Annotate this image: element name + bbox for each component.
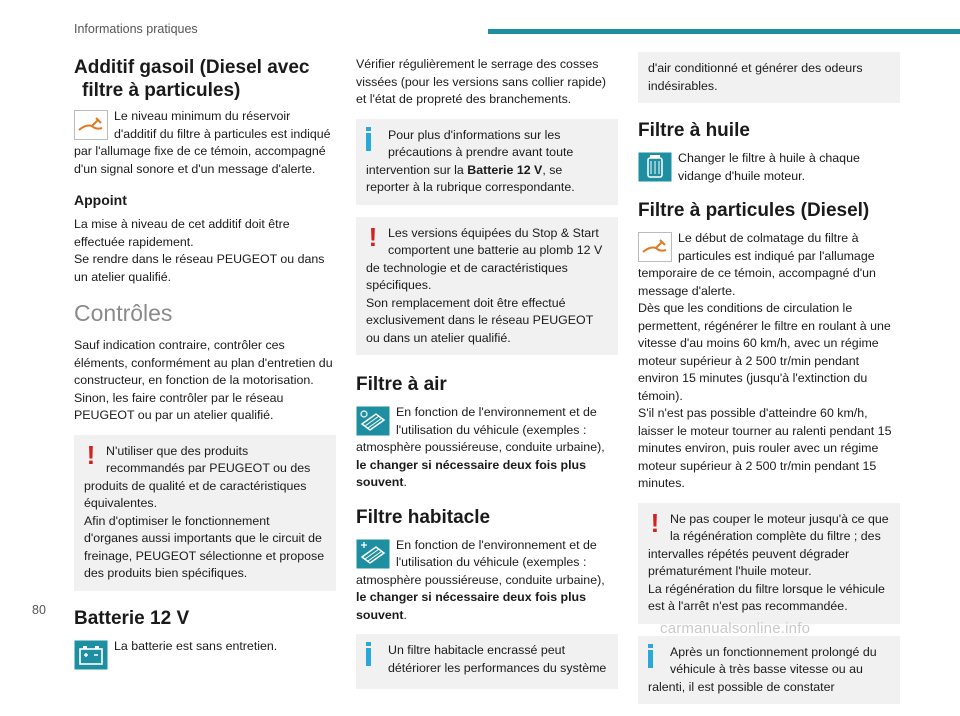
filtre-habitacle-title: Filtre habitacle bbox=[356, 506, 491, 528]
info2-text: Un filtre habitacle encrassé peut détériorer les performances du système bbox=[388, 643, 607, 675]
batterie-paragraph bbox=[74, 638, 336, 656]
exclamation-warning-icon: ! bbox=[650, 507, 660, 538]
appoint-text bbox=[74, 216, 336, 286]
fap-line2: Dès que les conditions de circulation le permettent, régénérer le filtre en roulant à une vitesse d'au moins 60 km/h, avec un régime moteur supérieur à 2 500 tr/min pendant environ 15 minutes (jusqu'à l'extinction du témoin). bbox=[638, 301, 891, 403]
info-bar-icon bbox=[648, 644, 662, 668]
fap-line3: S'il n'est pas possible d'atteindre 60 km/h, laisser le moteur tourner au ralenti pendant 15 minutes environ, puis rouler avec un régime moteur supérieur à 2 500 tr/min pendant 15 minutes. bbox=[638, 406, 892, 490]
exclamation-warning-icon: ! bbox=[368, 221, 378, 252]
appoint-line1: La mise à niveau de cet additif doit être effectuée rapidement. bbox=[74, 217, 290, 249]
fap-title: Filtre à particules (Diesel) bbox=[638, 200, 870, 221]
column-1 bbox=[74, 56, 336, 672]
controles-text: Sauf indication contraire, contrôler ces éléments, conformément au plan d'entretien du constructeur, en fonction de la motorisation. Sinon, les faire contrôler par le réseau PEUGEOT ou par un atelier qualifié. bbox=[74, 338, 333, 422]
column-3 bbox=[638, 56, 900, 716]
info-note-cabin-filter-cont bbox=[638, 52, 900, 103]
verif-text: Vérifier régulièrement le serrage des cosses vissées (pour les versions sans collier rapide) et l'état de propreté des branchements. bbox=[356, 57, 606, 106]
column-2 bbox=[356, 56, 618, 701]
additif-paragraph bbox=[74, 108, 336, 178]
air-filter-icon bbox=[356, 406, 390, 436]
additif-title bbox=[74, 56, 336, 102]
filtre-air-text-bold: le changer si nécessaire deux fois plus souvent bbox=[356, 457, 587, 489]
filtre-air-paragraph bbox=[356, 404, 618, 492]
appoint-title: Appoint bbox=[74, 192, 127, 208]
filtre-air-text-c: . bbox=[403, 475, 407, 489]
filtre-habitacle-text-bold: le changer si nécessaire deux fois plus souvent bbox=[356, 590, 587, 622]
info1-text-c: , se reporter à la rubrique correspondante. bbox=[366, 162, 575, 194]
fap-paragraph bbox=[638, 230, 900, 493]
filtre-air-title: Filtre à air bbox=[356, 374, 447, 395]
warning-note-products bbox=[74, 435, 336, 591]
filtre-habitacle-text-c: . bbox=[403, 607, 407, 622]
watermark: carmanualsonline.info bbox=[660, 620, 811, 637]
warn1-line2: Afin d'optimiser le fonctionnement d'organes aussi importants que le circuit de freinage, PEUGEOT sélectionne et propose des produits bien spécifiques. bbox=[84, 513, 325, 580]
cabin-filter-icon bbox=[356, 539, 390, 569]
warning-note-stop-start bbox=[356, 217, 618, 356]
particle-filter-warning-icon bbox=[638, 232, 672, 262]
filtre-habitacle-text-a: En fonction de l'environnement et de l'utilisation du véhicule (exemples : atmosphère poussiéreuse, conduite urbaine), bbox=[356, 537, 605, 587]
info3-text: Après un fonctionnement prolongé du véhicule à très basse vitesse ou au ralenti, il est possible de constater bbox=[648, 644, 877, 694]
info-note-battery bbox=[356, 119, 618, 205]
warn3-line1: Ne pas couper le moteur jusqu'à ce que la régénération complète du filtre ; des intervalles répétés peuvent dégrader prématurément l'huile moteur. bbox=[648, 511, 889, 578]
battery-icon bbox=[74, 640, 108, 670]
filtre-habitacle-paragraph bbox=[356, 537, 618, 625]
oil-filter-icon bbox=[638, 152, 672, 182]
info-note-low-speed bbox=[638, 636, 900, 705]
warn3-line2: La régénération du filtre lorsque le véhicule est à l'arrêt n'est pas recommandée. bbox=[648, 581, 885, 613]
batterie-text: La batterie est sans entretien. bbox=[114, 638, 278, 653]
batterie-title: Batterie 12 V bbox=[74, 607, 190, 629]
warn2-line1: Les versions équipées du Stop & Start comportent une batterie au plomb 12 V de technologie et de caractéristiques spécifiques. bbox=[366, 225, 603, 292]
additif-title-line1: Additif gasoil (Diesel avec bbox=[74, 57, 310, 78]
additif-title-line2: filtre à particules) bbox=[82, 80, 241, 101]
info2-continued-text: d'air conditionné et générer des odeurs indésirables. bbox=[648, 61, 863, 93]
info1-text-bold: Batterie 12 V bbox=[467, 162, 543, 177]
fap-line1: Le début de colmatage du filtre à particules est indiqué par l'allumage temporaire de ce témoin, accompagné d'un message d'alerte. bbox=[638, 231, 876, 298]
appoint-line2: Se rendre dans le réseau PEUGEOT ou dans un atelier qualifié. bbox=[74, 252, 325, 284]
info1-text-a: Pour plus d'informations sur les précautions à prendre avant toute intervention sur la bbox=[366, 127, 574, 177]
filtre-huile-text: Changer le filtre à huile à chaque vidange d'huile moteur. bbox=[678, 151, 860, 183]
filtre-air-text-a: En fonction de l'environnement et de l'utilisation du véhicule (exemples : atmosphère poussiéreuse, conduite urbaine), bbox=[356, 405, 605, 454]
controles-title: Contrôles bbox=[74, 300, 173, 326]
info-note-cabin-filter bbox=[356, 634, 618, 689]
additif-text: Le niveau minimum du réservoir d'additif du filtre à particules est indiqué par l'allumage fixe de ce témoin, accompagné d'un signal sonore et d'un message d'alerte. bbox=[74, 109, 331, 176]
filtre-huile-title: Filtre à huile bbox=[638, 120, 750, 141]
filtre-huile-paragraph bbox=[638, 150, 900, 185]
fuel-additive-warning-icon bbox=[74, 110, 108, 140]
info-bar-icon bbox=[366, 642, 380, 666]
header-accent-bar bbox=[488, 29, 960, 34]
warn2-line2: Son remplacement doit être effectué exclusivement dans le réseau PEUGEOT ou dans un atelier qualifié. bbox=[366, 295, 594, 345]
warn1-line1: N'utiliser que des produits recommandés par PEUGEOT ou des produits de qualité et de caractéristiques équivalentes. bbox=[84, 443, 311, 510]
header-section-label: Informations pratiques bbox=[74, 22, 198, 36]
info-bar-icon bbox=[366, 127, 380, 151]
page-number: 80 bbox=[32, 603, 46, 617]
warning-note-regeneration bbox=[638, 503, 900, 624]
exclamation-warning-icon: ! bbox=[86, 439, 96, 470]
